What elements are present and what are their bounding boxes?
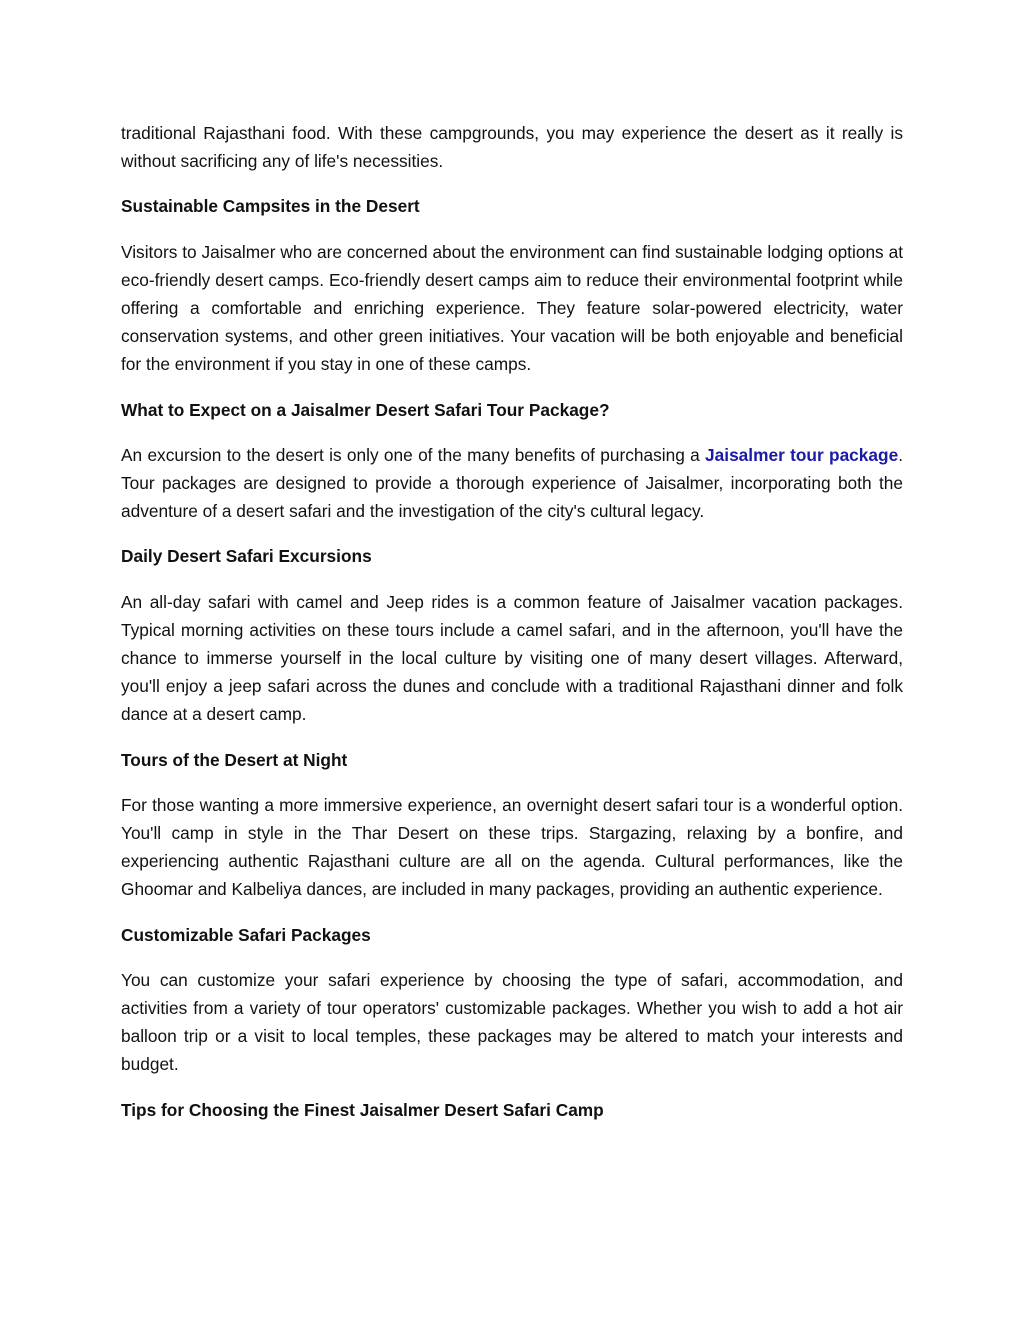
- heading-customizable-packages: Customizable Safari Packages: [121, 924, 371, 945]
- jaisalmer-tour-package-link[interactable]: Jaisalmer tour package: [705, 444, 899, 465]
- paragraph-text-after-link: . Tour packages are designed to provide a thorough experience of Jaisalmer, incorporating both the adventure of a desert safari and the investigation of the city's cultural legacy.: [121, 444, 903, 522]
- paragraph-night-tours: For those wanting a more immersive experience, an overnight desert safari tour is a wonderful option. You'll camp in style in the Thar Desert on these trips. Stargazing, relaxing by a bonfire, and experiencing authentic Rajasthani culture are all on the agenda. Cultural performances, like the Ghoomar and Kalbeliya dances, are included in many packages, providing an authentic experience.: [121, 794, 903, 900]
- heading-night-tours: Tours of the Desert at Night: [121, 749, 348, 770]
- paragraph-text-before-link: An excursion to the desert is only one of the many benefits of purchasing a: [121, 444, 706, 465]
- paragraph-daily-excursions: An all-day safari with camel and Jeep rides is a common feature of Jaisalmer vacation packages. Typical morning activities on these tours include a camel safari, and in the afternoon, you'll have the chance to immerse yourself in the local culture by visiting one of many desert villages. Afterward, you'll enjoy a jeep safari across the dunes and conclude with a traditional Rajasthani dinner and folk dance at a desert camp.: [121, 591, 903, 725]
- heading-what-to-expect: What to Expect on a Jaisalmer Desert Safari Tour Package?: [121, 399, 610, 420]
- heading-sustainable-campsites: Sustainable Campsites in the Desert: [121, 196, 420, 217]
- document-page: [121, 119, 903, 1141]
- heading-choosing-tips: Tips for Choosing the Finest Jaisalmer Desert Safari Camp: [121, 1099, 604, 1120]
- paragraph-intro-continuation: traditional Rajasthani food. With these campgrounds, you may experience the desert as it really is without sacrificing any of life's necessities.: [121, 123, 903, 172]
- heading-daily-excursions: Daily Desert Safari Excursions: [121, 546, 372, 567]
- paragraph-sustainable-campsites: Visitors to Jaisalmer who are concerned about the environment can find sustainable lodging options at eco-friendly desert camps. Eco-friendly desert camps aim to reduce their environmental footprint while offering a comfortable and enriching experience. They feature solar-powered electricity, water conservation systems, and other green initiatives. Your vacation will be both enjoyable and beneficial for the environment if you stay in one of these camps.: [121, 241, 903, 375]
- paragraph-what-to-expect: [121, 441, 903, 526]
- paragraph-customizable-packages: You can customize your safari experience by choosing the type of safari, accommodation, and activities from a variety of tour operators' customizable packages. Whether you wish to add a hot air balloon trip or a visit to local temples, these packages may be altered to match your interests and budget.: [121, 969, 903, 1075]
